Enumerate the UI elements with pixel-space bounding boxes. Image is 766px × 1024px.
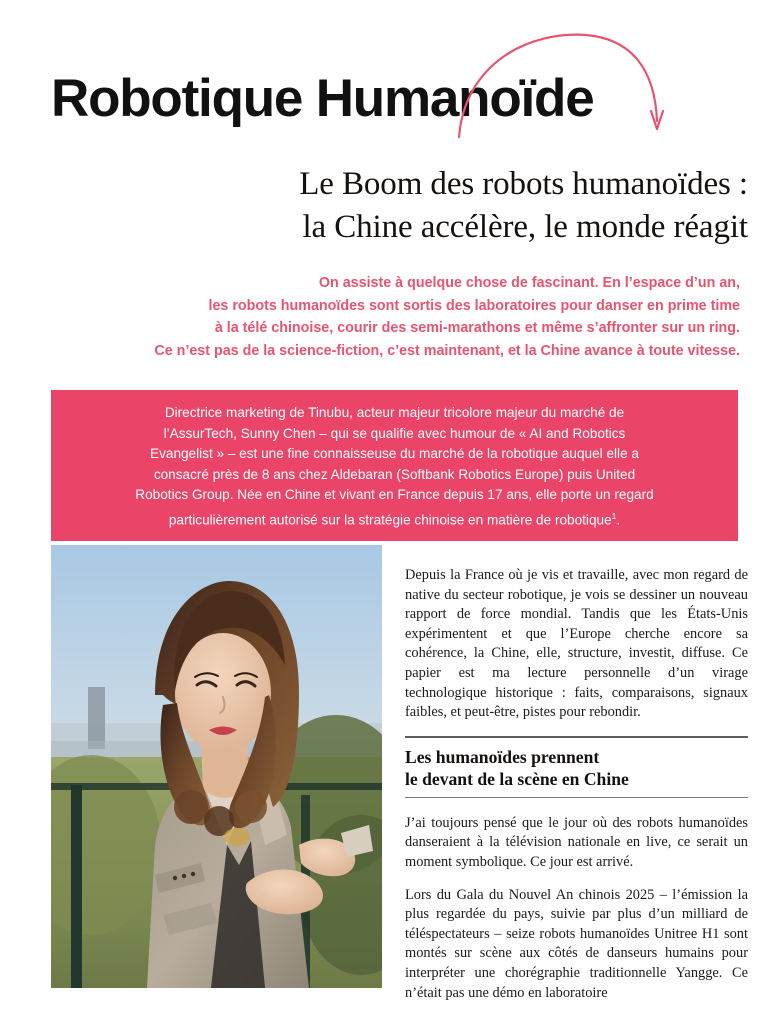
standfirst-line-4: Ce n’est pas de la science-fiction, c’est maintenant, et la Chine avance à toute vitesse. (154, 342, 740, 359)
standfirst-line-1: On assiste à quelque chose de fascinant. En l’espace d’un an, (318, 275, 740, 291)
bio-line-6 (81, 506, 708, 531)
deck-line-1: Le Boom des robots humanoïdes : (299, 166, 748, 202)
bio-line-1: Directrice marketing de Tinubu, acteur majeur tricolore majeur du marché de (164, 405, 625, 420)
standfirst (150, 272, 740, 362)
bio-line-3: Evangelist » – est une fine connaisseuse du marché de la robotique auquel elle a (150, 446, 639, 462)
body-paragraph-2: J’ai toujours pensé que le jour où des robots humanoïdes danseraient à la télévision nationale en live, ce serait un moment symbolique. Ce jour est arrivé. (405, 814, 748, 870)
bio-line-6-period: . (616, 512, 621, 528)
standfirst-line-3: à la télé chinoise, courir des semi-marathons et même s’affronter sur un ring. (214, 320, 740, 336)
portrait-image (51, 545, 382, 988)
subhead-rule-bottom (405, 797, 748, 798)
page-bottom-mask (0, 1012, 766, 1024)
page-title: Robotique Humanoïde (51, 69, 594, 128)
footnote-marker: 1 (611, 510, 617, 521)
bio-line-4: consacré près de 8 ans chez Aldebaran (Softbank Robotics Europe) puis United (153, 466, 636, 482)
subhead-line-2: le devant de la scène en Chine (405, 768, 629, 789)
bio-line-2: l’AssurTech, Sunny Chen – qui se qualifie avec humour de « AI and Robotics (163, 425, 626, 441)
author-portrait-photo (51, 545, 382, 988)
body-paragraph-1: Depuis la France où je vis et travaille, avec mon regard de native du secteur robotique, je vois se dessiner un nouveau rapport de force mondial. Tandis que les États-Unis expérimentent et que l’Europe cherche encore sa cohérence, la Chine, elle, structure, investit, diffuse. Ce papier est ma lecture personnelle d’un virage technologique historique : faits, comparaisons, signaux faibles, et peut-être, pistes pour rebondir. (405, 567, 748, 721)
body-column (405, 566, 748, 1016)
deck-line-2: la Chine accélère, le monde réagit (302, 209, 748, 245)
body-paragraph-3: Lors du Gala du Nouvel An chinois 2025 – l’émission la plus regardée du pays, suivie par plus d’un milliard de téléspectateurs – seize robots humanoïdes Unitree H1 sont montés sur scène aux côtés de danseurs humains pour interpréter une chorégraphie traditionnelle Yangge. Ce n’était pas une démo en laboratoire (405, 886, 748, 1001)
subhead-line-1: Les humanoïdes prennent (405, 746, 600, 767)
standfirst-line-2: les robots humanoïdes sont sortis des laboratoires pour danser en prime time (208, 297, 740, 314)
deck-headline (100, 163, 748, 249)
bio-line-5: Robotics Group. Née en Chine et vivant en France depuis 17 ans, elle porte un regard (135, 487, 654, 503)
masthead (51, 70, 711, 140)
bio-line-6-text: particulièrement autorisé sur la stratégie chinoise en matière de robotique (168, 512, 612, 528)
subhead-rule-top (405, 736, 748, 738)
section-subheading (405, 746, 748, 790)
author-bio-box (51, 390, 738, 541)
